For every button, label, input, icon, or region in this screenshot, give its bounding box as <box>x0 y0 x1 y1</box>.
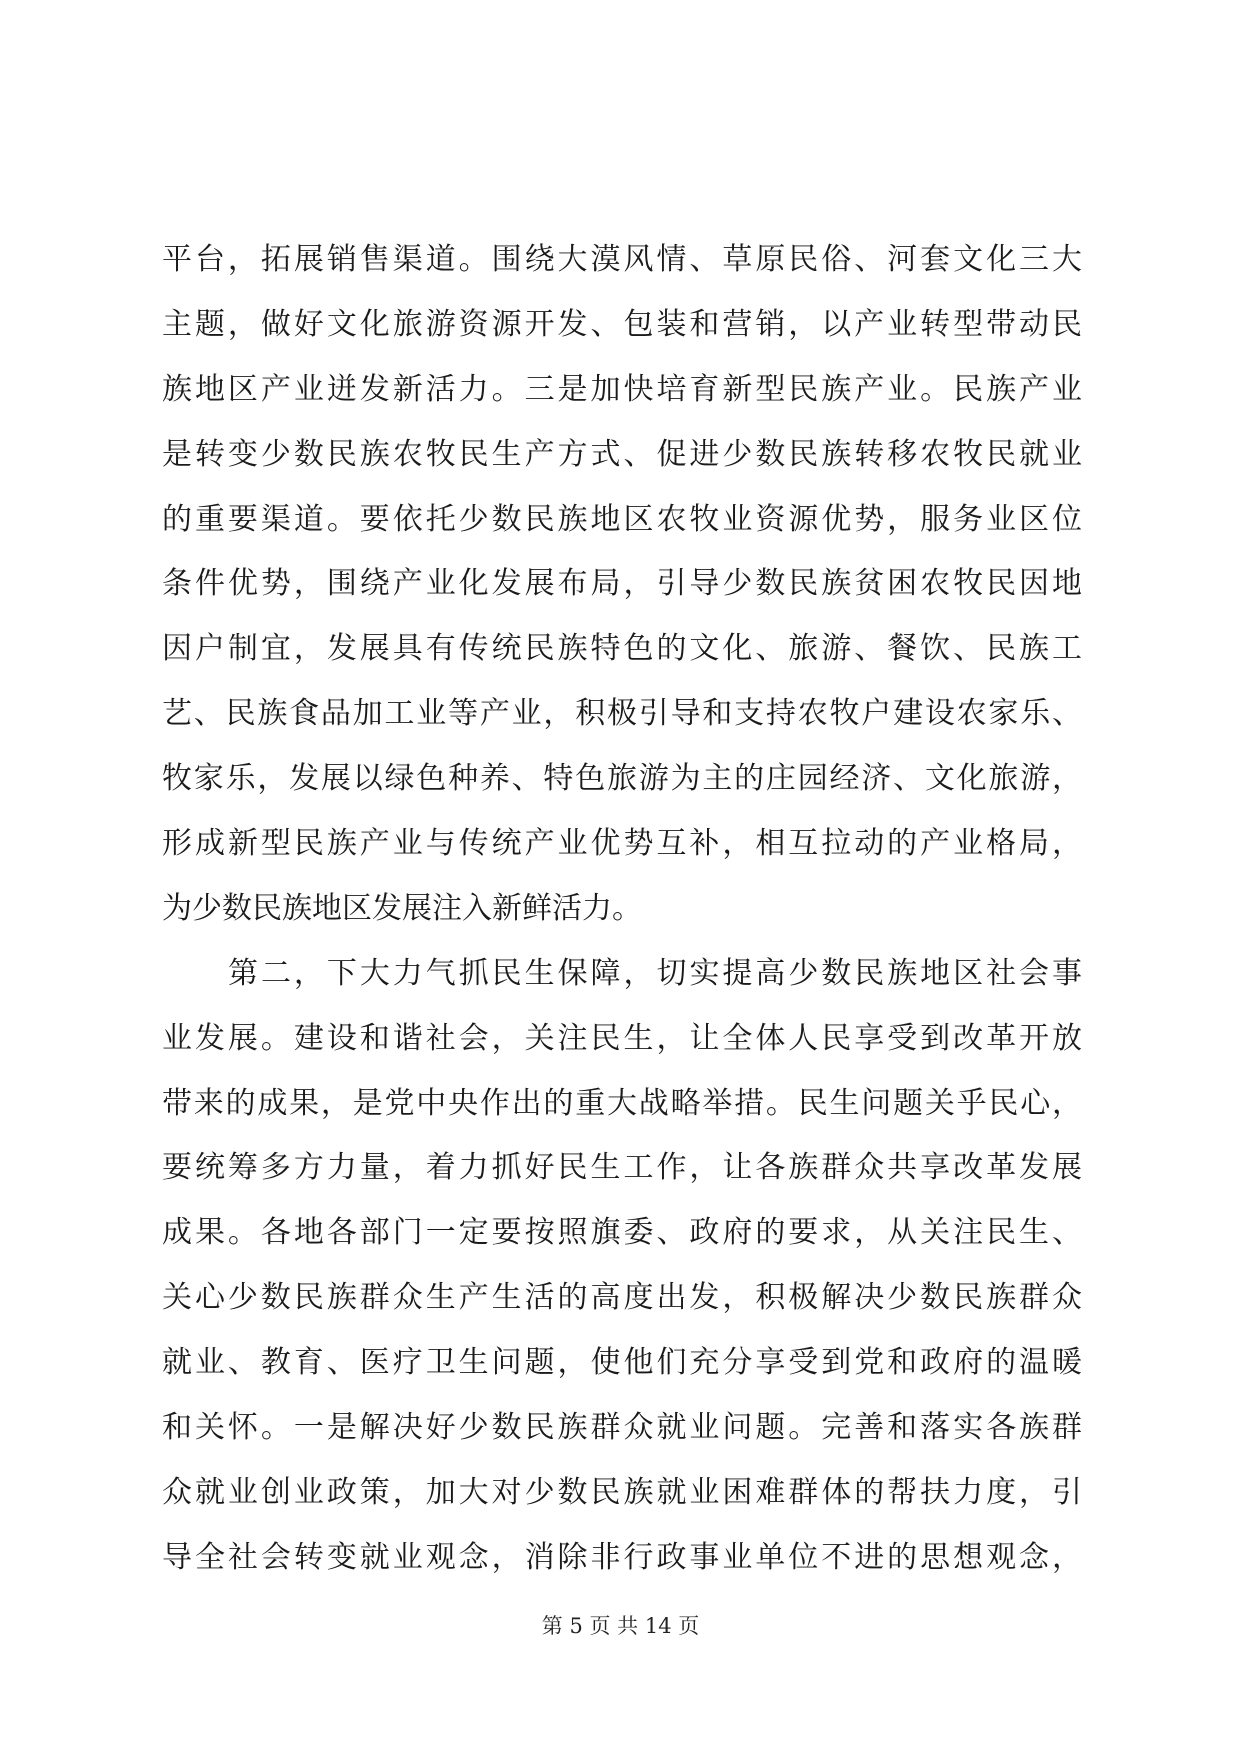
text-line: 就业、教育、医疗卫生问题，使他们充分享受到党和政府的温暖 <box>162 1345 1082 1381</box>
document-body <box>162 228 1082 1591</box>
text-line: 平台，拓展销售渠道。围绕大漠风情、草原民俗、河套文化三大 <box>162 242 1082 277</box>
text-line: 艺、民族食品加工业等产业，积极引导和支持农牧户建设农家乐、 <box>162 696 1082 732</box>
text-line: 关心少数民族群众生产生活的高度出发，积极解决少数民族群众 <box>162 1280 1082 1316</box>
page-footer <box>0 1610 1241 1640</box>
text-line: 为少数民族地区发展注入新鲜活力。 <box>162 890 642 926</box>
text-line: 牧家乐，发展以绿色种养、特色旅游为主的庄园经济、文化旅游， <box>162 761 1082 797</box>
text-line: 条件优势，围绕产业化发展布局，引导少数民族贫困农牧民因地 <box>162 566 1082 602</box>
text-line: 是转变少数民族农牧民生产方式、促进少数民族转移农牧民就业 <box>162 436 1082 472</box>
text-line: 带来的成果，是党中央作出的重大战略举措。民生问题关乎民心， <box>162 1085 1082 1121</box>
text-line: 和关怀。一是解决好少数民族群众就业问题。完善和落实各族群 <box>162 1410 1082 1446</box>
page-number-label: 第 5 页 共 14 页 <box>541 1614 700 1638</box>
text-line: 因户制宜，发展具有传统民族特色的文化、旅游、餐饮、民族工 <box>162 631 1082 667</box>
text-line: 形成新型民族产业与传统产业优势互补，相互拉动的产业格局， <box>162 826 1082 862</box>
text-line: 众就业创业政策，加大对少数民族就业困难群体的帮扶力度，引 <box>162 1474 1082 1510</box>
text-line: 的重要渠道。要依托少数民族地区农牧业资源优势，服务业区位 <box>162 501 1082 537</box>
text-line: 要统筹多方力量，着力抓好民生工作，让各族群众共享改革发展 <box>162 1150 1082 1186</box>
text-line: 业发展。建设和谐社会，关注民生，让全体人民享受到改革开放 <box>162 1020 1082 1056</box>
text-line: 成果。各地各部门一定要按照旗委、政府的要求，从关注民生、 <box>162 1215 1082 1251</box>
text-line: 主题，做好文化旅游资源开发、包装和营销，以产业转型带动民 <box>162 306 1082 342</box>
text-line: 导全社会转变就业观念，消除非行政事业单位不进的思想观念， <box>162 1539 1082 1575</box>
text-line: 第二，下大力气抓民生保障，切实提高少数民族地区社会事 <box>228 955 1082 991</box>
text-line: 族地区产业迸发新活力。三是加快培育新型民族产业。民族产业 <box>162 371 1082 407</box>
